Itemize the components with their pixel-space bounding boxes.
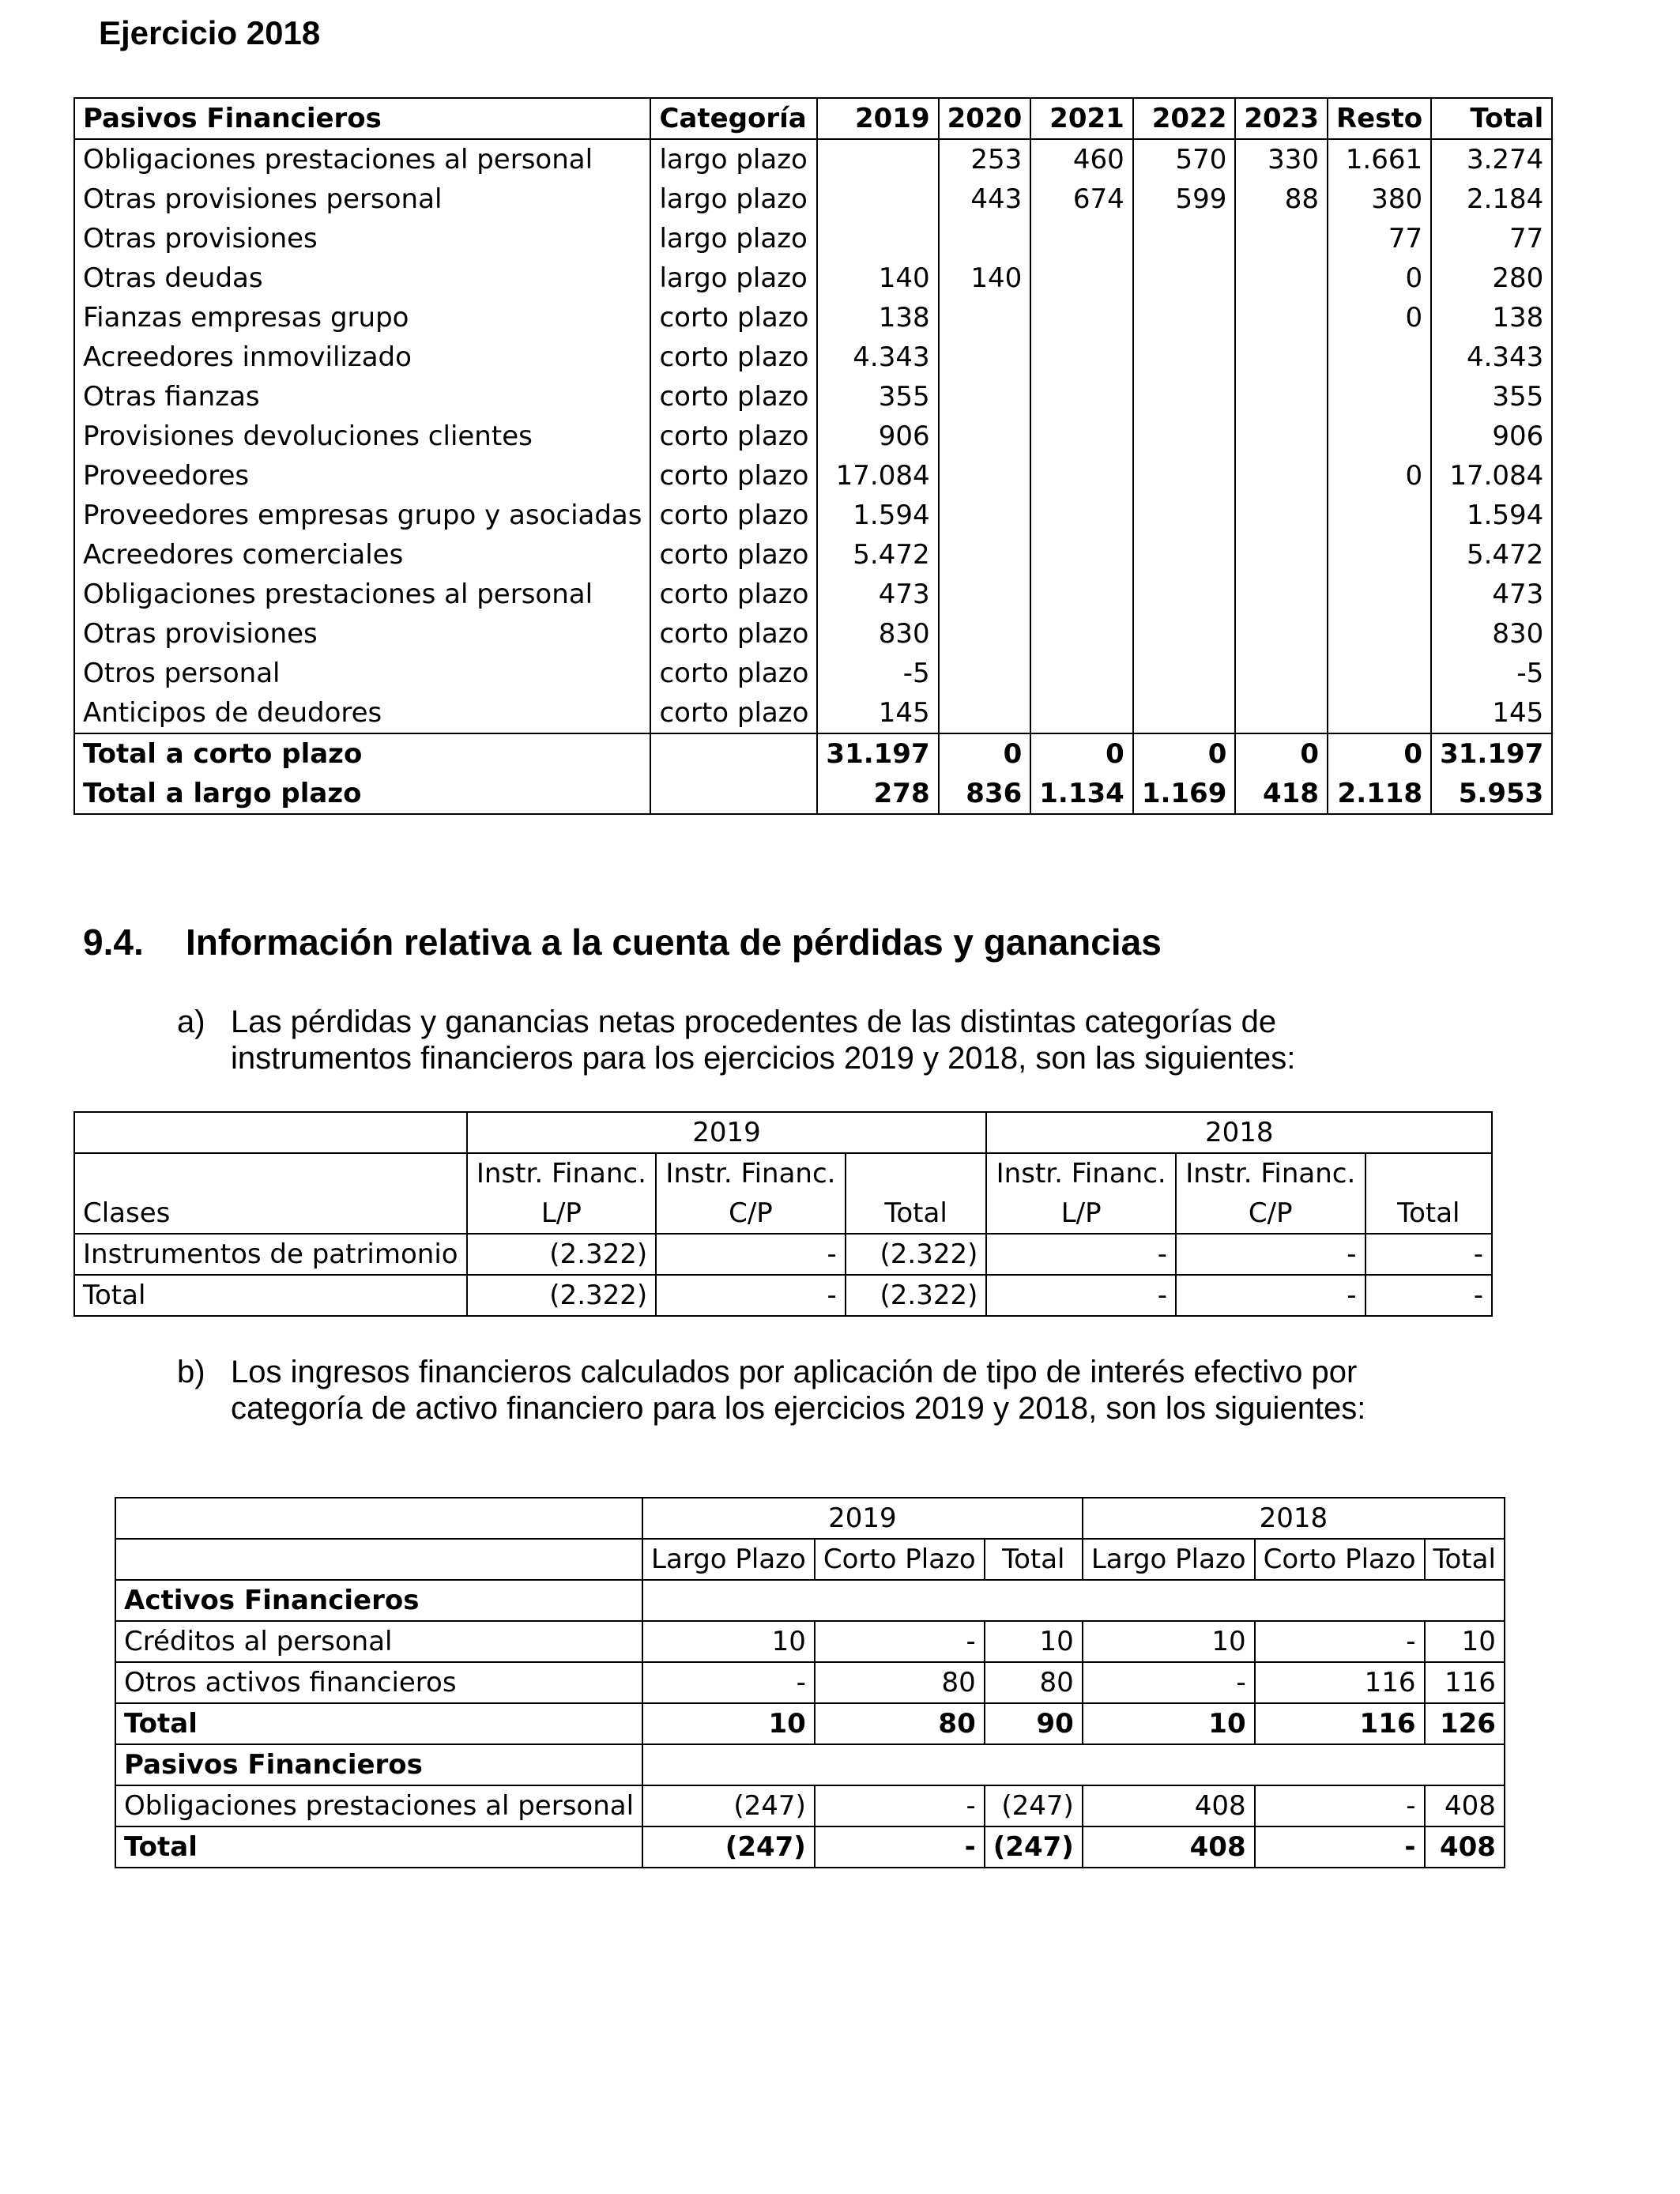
table-row xyxy=(74,654,1552,693)
paragraph-b-line-2: categoría de activo financiero para los ejercicios 2019 y 2018, son los siguientes: xyxy=(231,1391,1366,1426)
table-cell: largo plazo xyxy=(650,258,817,298)
table-cell: 473 xyxy=(1431,575,1552,614)
table-cell xyxy=(939,575,1031,614)
column-header-line-2: L/P xyxy=(1060,1197,1102,1229)
column-header: Resto xyxy=(1328,98,1431,139)
table-cell: 570 xyxy=(1133,139,1236,179)
table-cell xyxy=(939,417,1031,456)
table-cell xyxy=(1030,298,1133,337)
table-cell: 5.472 xyxy=(1431,535,1552,575)
year-header-2019: 2019 xyxy=(642,1498,1083,1539)
table-cell xyxy=(1133,337,1236,377)
table-cell: 10 xyxy=(1425,1621,1505,1662)
table-cell: 1.169 xyxy=(1133,774,1236,814)
table-cell xyxy=(1235,575,1328,614)
table-cell: 0 xyxy=(1328,298,1431,337)
table-cell: - xyxy=(1176,1275,1365,1316)
table-cell: - xyxy=(642,1662,815,1703)
table-cell: 906 xyxy=(1431,417,1552,456)
column-header-line-1: Instr. Financ. xyxy=(1185,1158,1356,1189)
table-cell: 116 xyxy=(1255,1703,1425,1744)
column-header: Largo Plazo xyxy=(1083,1539,1255,1580)
table-cell: - xyxy=(1365,1234,1492,1275)
paragraph-b-label: b) xyxy=(177,1355,205,1389)
table-cell: 10 xyxy=(1083,1703,1255,1744)
page-title: Ejercicio 2018 xyxy=(99,14,321,51)
table-cell: - xyxy=(986,1234,1176,1275)
column-header: 2020 xyxy=(939,98,1031,139)
table-cell: 5.472 xyxy=(817,535,938,575)
column-header-line-2: C/P xyxy=(1248,1197,1293,1229)
blank-cell xyxy=(642,1744,1505,1785)
table-cell: Instrumentos de patrimonio xyxy=(74,1234,467,1275)
table-cell xyxy=(1030,614,1133,654)
table-cell: Proveedores empresas grupo y asociadas xyxy=(74,496,650,535)
table-cell xyxy=(1235,456,1328,496)
table-cell: 3.274 xyxy=(1431,139,1552,179)
paragraph-a-line-1: Las pérdidas y ganancias netas procedentes de las distintas categorías de xyxy=(231,1005,1277,1039)
column-header: 2022 xyxy=(1133,98,1236,139)
table-cell: 0 xyxy=(1030,733,1133,774)
table-cell xyxy=(1328,654,1431,693)
column-header xyxy=(467,1153,657,1234)
table-cell: 2.118 xyxy=(1328,774,1431,814)
table-cell: largo plazo xyxy=(650,139,817,179)
table-cell: 140 xyxy=(939,258,1031,298)
column-header-line-1 xyxy=(1374,1154,1483,1193)
section-label: Activos Financieros xyxy=(115,1580,642,1621)
table-cell: 253 xyxy=(939,139,1031,179)
table-cell xyxy=(1235,654,1328,693)
table-row xyxy=(74,535,1552,575)
table-cell xyxy=(817,219,938,258)
table-cell xyxy=(939,654,1031,693)
table-cell: (2.322) xyxy=(846,1275,987,1316)
table-cell xyxy=(939,496,1031,535)
table-cell xyxy=(1328,693,1431,733)
table-cell: 2.184 xyxy=(1431,179,1552,219)
table-cell: 145 xyxy=(817,693,938,733)
table-row xyxy=(74,258,1552,298)
table-cell: - xyxy=(1255,1826,1425,1868)
table-cell: Obligaciones prestaciones al personal xyxy=(74,139,650,179)
table-row xyxy=(74,377,1552,417)
table-cell: corto plazo xyxy=(650,456,817,496)
column-header-line-1: Instr. Financ. xyxy=(996,1158,1166,1189)
table-cell xyxy=(1133,575,1236,614)
table-cell: (247) xyxy=(985,1785,1083,1826)
column-header: 2023 xyxy=(1235,98,1328,139)
table-row xyxy=(74,298,1552,337)
table-cell xyxy=(1133,456,1236,496)
table-cell: (247) xyxy=(642,1785,815,1826)
table-cell xyxy=(1328,575,1431,614)
table-cell: 0 xyxy=(1328,456,1431,496)
table-cell xyxy=(1030,693,1133,733)
paragraph-a xyxy=(177,1004,1296,1076)
table-cell: Total xyxy=(115,1703,642,1744)
table-cell: largo plazo xyxy=(650,179,817,219)
table-cell xyxy=(1133,377,1236,417)
table-cell: 5.953 xyxy=(1431,774,1552,814)
table-cell: 116 xyxy=(1425,1662,1505,1703)
table-cell: 77 xyxy=(1431,219,1552,258)
table-cell: largo plazo xyxy=(650,219,817,258)
table-cell: - xyxy=(1255,1621,1425,1662)
table-cell xyxy=(1030,219,1133,258)
table-cell: Créditos al personal xyxy=(115,1621,642,1662)
table-cell: - xyxy=(815,1621,985,1662)
table-cell: (2.322) xyxy=(467,1275,657,1316)
table-cell xyxy=(1133,654,1236,693)
table-cell: 4.343 xyxy=(1431,337,1552,377)
table-cell: 830 xyxy=(1431,614,1552,654)
table-row xyxy=(74,219,1552,258)
table-cell: - xyxy=(1176,1234,1365,1275)
table-cell xyxy=(650,733,817,774)
table-cell: Proveedores xyxy=(74,456,650,496)
table-cell: 408 xyxy=(1425,1785,1505,1826)
table-cell: Total xyxy=(74,1275,467,1316)
header-blank-cell xyxy=(74,1112,467,1153)
table-cell xyxy=(1328,614,1431,654)
table-cell xyxy=(1030,575,1133,614)
table-cell: corto plazo xyxy=(650,337,817,377)
table-cell xyxy=(1235,377,1328,417)
table-cell: (2.322) xyxy=(846,1234,987,1275)
table-cell: Otros activos financieros xyxy=(115,1662,642,1703)
header-blank-cell xyxy=(115,1539,642,1580)
table-cell: 80 xyxy=(815,1703,985,1744)
table-cell: corto plazo xyxy=(650,575,817,614)
table-cell xyxy=(1328,337,1431,377)
table-cell xyxy=(939,337,1031,377)
ingresos-financieros-table xyxy=(115,1497,1505,1868)
table-cell: 80 xyxy=(815,1662,985,1703)
table-cell: - xyxy=(1365,1275,1492,1316)
section-heading xyxy=(83,921,1162,963)
table-cell: Otras fianzas xyxy=(74,377,650,417)
table-cell xyxy=(1235,614,1328,654)
table-cell xyxy=(1328,535,1431,575)
table-cell: 145 xyxy=(1431,693,1552,733)
table-cell: 138 xyxy=(1431,298,1552,337)
table-cell xyxy=(939,219,1031,258)
table-cell: 355 xyxy=(817,377,938,417)
table-cell: Otros personal xyxy=(74,654,650,693)
table-cell: corto plazo xyxy=(650,693,817,733)
table-cell: 90 xyxy=(985,1703,1083,1744)
table-cell xyxy=(1030,258,1133,298)
table-cell xyxy=(817,179,938,219)
table-cell: (2.322) xyxy=(467,1234,657,1275)
table-cell: corto plazo xyxy=(650,614,817,654)
table-cell: 88 xyxy=(1235,179,1328,219)
column-header: 2021 xyxy=(1030,98,1133,139)
table-header-row xyxy=(74,98,1552,139)
table-cell xyxy=(939,298,1031,337)
table-row xyxy=(74,139,1552,179)
section-number: 9.4. xyxy=(83,922,144,963)
section-row-pasivos xyxy=(115,1744,1505,1785)
table-cell: - xyxy=(656,1234,846,1275)
section-label: Pasivos Financieros xyxy=(115,1744,642,1785)
column-header: Categoría xyxy=(650,98,817,139)
table-row xyxy=(115,1785,1505,1826)
table-cell: 31.197 xyxy=(1431,733,1552,774)
table-cell: 10 xyxy=(642,1703,815,1744)
paragraph-a-line-2: instrumentos financieros para los ejercicios 2019 y 2018, son las siguientes: xyxy=(231,1041,1296,1076)
table-cell: 830 xyxy=(817,614,938,654)
table-cell: 0 xyxy=(1133,733,1236,774)
table-cell: Fianzas empresas grupo xyxy=(74,298,650,337)
table-cell xyxy=(1133,614,1236,654)
table-cell: Anticipos de deudores xyxy=(74,693,650,733)
table-row xyxy=(115,1621,1505,1662)
table-cell xyxy=(1030,417,1133,456)
column-header: Largo Plazo xyxy=(642,1539,815,1580)
table-cell: -5 xyxy=(817,654,938,693)
column-header-line-2: L/P xyxy=(541,1197,582,1229)
table-cell: 77 xyxy=(1328,219,1431,258)
table-cell: 280 xyxy=(1431,258,1552,298)
table-cell xyxy=(1235,693,1328,733)
table-cell: 473 xyxy=(817,575,938,614)
table-cell xyxy=(1235,535,1328,575)
table-cell xyxy=(1133,535,1236,575)
table-cell: 460 xyxy=(1030,139,1133,179)
table-cell: Otras provisiones xyxy=(74,614,650,654)
table-cell: 1.594 xyxy=(817,496,938,535)
column-header xyxy=(1365,1153,1492,1234)
table-cell: 278 xyxy=(817,774,938,814)
column-header-line-2: C/P xyxy=(729,1197,773,1229)
total-row xyxy=(115,1826,1505,1868)
subheader-row xyxy=(115,1539,1505,1580)
table-row xyxy=(74,417,1552,456)
pasivos-financieros-table xyxy=(73,97,1553,815)
table-cell: corto plazo xyxy=(650,535,817,575)
table-cell xyxy=(939,456,1031,496)
table-cell: 10 xyxy=(1083,1621,1255,1662)
table-cell xyxy=(1030,535,1133,575)
table-cell: 10 xyxy=(642,1621,815,1662)
table-cell xyxy=(939,614,1031,654)
table-cell: Total a corto plazo xyxy=(74,733,650,774)
column-header xyxy=(656,1153,846,1234)
table-row xyxy=(74,693,1552,733)
table-cell: 4.343 xyxy=(817,337,938,377)
table-row xyxy=(74,614,1552,654)
table-cell: corto plazo xyxy=(650,298,817,337)
table-cell: 1.134 xyxy=(1030,774,1133,814)
column-header: 2019 xyxy=(817,98,938,139)
table-cell: 0 xyxy=(1328,733,1431,774)
table-cell: 599 xyxy=(1133,179,1236,219)
column-header-line-2: Total xyxy=(1397,1197,1460,1229)
table-cell: (247) xyxy=(985,1826,1083,1868)
table-cell: 0 xyxy=(1235,733,1328,774)
table-cell: 1.594 xyxy=(1431,496,1552,535)
table-cell xyxy=(1133,298,1236,337)
table-cell xyxy=(939,377,1031,417)
header-blank-cell xyxy=(115,1498,642,1539)
column-header xyxy=(846,1153,987,1234)
table-cell: 126 xyxy=(1425,1703,1505,1744)
table-cell xyxy=(1235,417,1328,456)
table-cell xyxy=(1030,377,1133,417)
table-cell xyxy=(1030,654,1133,693)
table-row xyxy=(74,337,1552,377)
table-cell: corto plazo xyxy=(650,496,817,535)
column-header-line-1: Instr. Financ. xyxy=(476,1158,646,1189)
clases-header: Clases xyxy=(74,1153,467,1234)
table-cell: - xyxy=(1083,1662,1255,1703)
table-cell: 17.084 xyxy=(1431,456,1552,496)
column-header: Total xyxy=(985,1539,1083,1580)
table-row xyxy=(74,456,1552,496)
column-header: Pasivos Financieros xyxy=(74,98,650,139)
table-cell: Otras provisiones personal xyxy=(74,179,650,219)
table-cell: 380 xyxy=(1328,179,1431,219)
table-row xyxy=(74,179,1552,219)
table-cell: 31.197 xyxy=(817,733,938,774)
column-header xyxy=(986,1153,1176,1234)
table-cell: 17.084 xyxy=(817,456,938,496)
year-header-2018: 2018 xyxy=(1083,1498,1505,1539)
perdidas-ganancias-table xyxy=(73,1111,1493,1317)
table-cell xyxy=(1133,693,1236,733)
table-row xyxy=(74,496,1552,535)
section-title: Información relativa a la cuenta de pérdidas y ganancias xyxy=(186,922,1162,963)
table-cell xyxy=(1030,337,1133,377)
table-cell: - xyxy=(815,1785,985,1826)
table-cell: 330 xyxy=(1235,139,1328,179)
table-cell: (247) xyxy=(642,1826,815,1868)
table-cell: corto plazo xyxy=(650,377,817,417)
column-header: Corto Plazo xyxy=(815,1539,985,1580)
table-cell: 116 xyxy=(1255,1662,1425,1703)
table-cell: - xyxy=(656,1275,846,1316)
table-cell: 0 xyxy=(939,733,1031,774)
table-row xyxy=(74,575,1552,614)
total-row xyxy=(74,733,1552,774)
table-cell: 80 xyxy=(985,1662,1083,1703)
table-cell xyxy=(650,774,817,814)
table-cell: 355 xyxy=(1431,377,1552,417)
table-cell: 418 xyxy=(1235,774,1328,814)
table-row xyxy=(115,1662,1505,1703)
paragraph-a-label: a) xyxy=(177,1005,205,1039)
table-cell xyxy=(1235,219,1328,258)
table-cell: 408 xyxy=(1083,1785,1255,1826)
column-header: Corto Plazo xyxy=(1255,1539,1425,1580)
table-cell xyxy=(1328,417,1431,456)
table-row xyxy=(74,1275,1492,1316)
table-cell: -5 xyxy=(1431,654,1552,693)
table-cell xyxy=(1030,496,1133,535)
table-cell: Otras provisiones xyxy=(74,219,650,258)
total-row xyxy=(115,1703,1505,1744)
table-cell: 443 xyxy=(939,179,1031,219)
table-cell xyxy=(1133,219,1236,258)
table-cell: 408 xyxy=(1083,1826,1255,1868)
table-cell: Total xyxy=(115,1826,642,1868)
column-header xyxy=(1176,1153,1365,1234)
table-cell xyxy=(1235,298,1328,337)
table-row xyxy=(74,1234,1492,1275)
table-cell: 140 xyxy=(817,258,938,298)
table-cell: corto plazo xyxy=(650,417,817,456)
table-cell: 408 xyxy=(1425,1826,1505,1868)
column-header-line-2: Total xyxy=(884,1197,947,1229)
table-cell: 10 xyxy=(985,1621,1083,1662)
table-cell: Provisiones devoluciones clientes xyxy=(74,417,650,456)
table-cell: 0 xyxy=(1328,258,1431,298)
table-cell: corto plazo xyxy=(650,654,817,693)
table-cell: Acreedores comerciales xyxy=(74,535,650,575)
table-cell xyxy=(1328,496,1431,535)
table-cell: Total a largo plazo xyxy=(74,774,650,814)
table-cell: 1.661 xyxy=(1328,139,1431,179)
table-cell xyxy=(939,535,1031,575)
total-row xyxy=(74,774,1552,814)
column-header-line-1 xyxy=(854,1154,978,1193)
column-header: Total xyxy=(1425,1539,1505,1580)
table-cell: Obligaciones prestaciones al personal xyxy=(74,575,650,614)
table-cell: Otras deudas xyxy=(74,258,650,298)
table-cell xyxy=(817,139,938,179)
table-cell xyxy=(1133,417,1236,456)
blank-cell xyxy=(642,1580,1505,1621)
table-cell: 906 xyxy=(817,417,938,456)
table-cell xyxy=(1235,337,1328,377)
table-cell xyxy=(1133,496,1236,535)
table-cell: - xyxy=(1255,1785,1425,1826)
paragraph-b xyxy=(177,1354,1366,1427)
table-cell xyxy=(1030,456,1133,496)
table-cell xyxy=(1235,496,1328,535)
table-cell: 674 xyxy=(1030,179,1133,219)
section-row-activos xyxy=(115,1580,1505,1621)
table-cell xyxy=(1133,258,1236,298)
year-header-2018: 2018 xyxy=(986,1112,1492,1153)
table-cell: 836 xyxy=(939,774,1031,814)
column-header-line-1: Instr. Financ. xyxy=(665,1158,836,1189)
table-cell xyxy=(1235,258,1328,298)
table-cell xyxy=(939,693,1031,733)
table-cell: Obligaciones prestaciones al personal xyxy=(115,1785,642,1826)
table-cell: Acreedores inmovilizado xyxy=(74,337,650,377)
table-cell xyxy=(1328,377,1431,417)
table-cell: 138 xyxy=(817,298,938,337)
column-header: Total xyxy=(1431,98,1552,139)
year-header-2019: 2019 xyxy=(467,1112,987,1153)
paragraph-b-line-1: Los ingresos financieros calculados por aplicación de tipo de interés efectivo por xyxy=(231,1355,1358,1389)
table-cell: - xyxy=(986,1275,1176,1316)
table-cell: - xyxy=(815,1826,985,1868)
